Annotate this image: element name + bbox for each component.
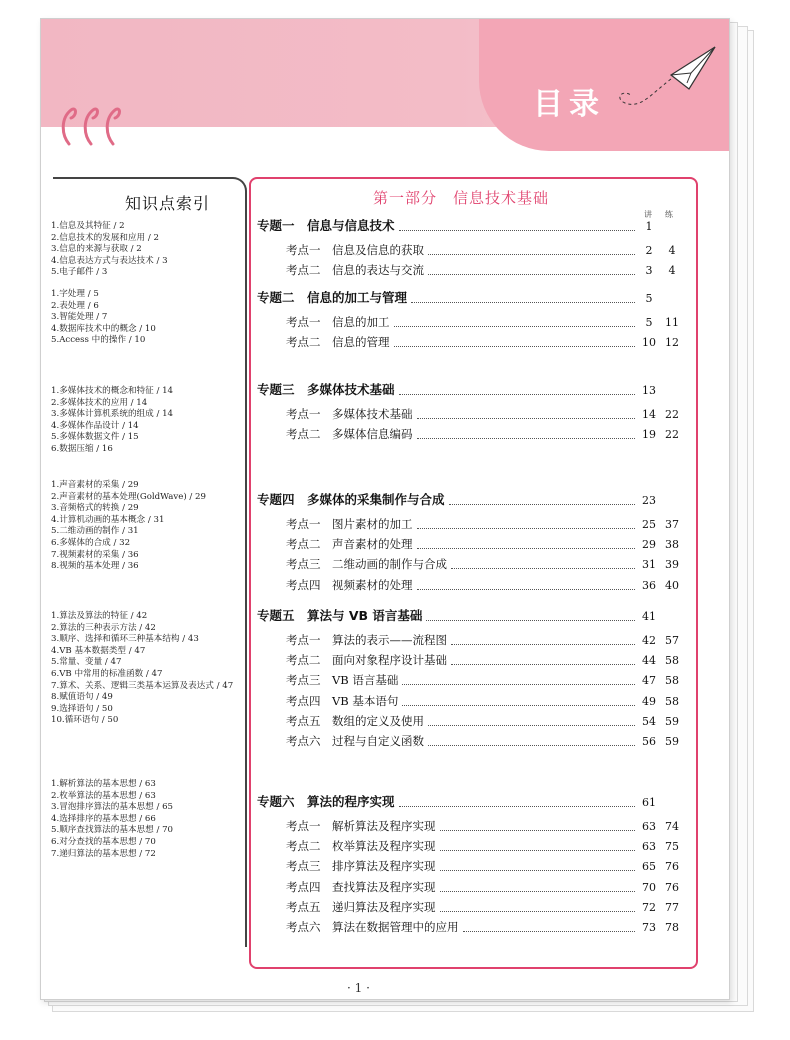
dot-leader (399, 394, 635, 395)
binder-ring-icon (103, 104, 123, 146)
dot-leader (399, 230, 635, 231)
lecture-page-number: 25 (642, 518, 656, 531)
index-item: 6.多媒体的合成 / 32 (51, 538, 131, 548)
dot-leader (440, 911, 636, 912)
lecture-page-number: 5 (645, 316, 653, 329)
dot-leader (417, 418, 636, 419)
part-title: 第一部分 信息技术基础 (373, 189, 550, 207)
index-item: 7.递归算法的基本思想 / 72 (51, 848, 156, 859)
toc-item[interactable] (286, 242, 639, 258)
toc-item-label: 考点三 二维动画的制作与合成 (286, 557, 447, 572)
index-item: 2.声音素材的基本处理(GoldWave) / 29 (51, 491, 206, 502)
dot-leader (417, 528, 636, 529)
practice-page-number: 57 (665, 634, 679, 647)
lecture-page-number: 54 (642, 714, 656, 728)
index-item: 2.表处理 / 6 (51, 300, 99, 311)
toc-topic[interactable] (257, 794, 639, 810)
index-item: 6.VB 中常用的标准函数 / 47 (51, 669, 163, 679)
lecture-page-number: 2 (645, 244, 653, 257)
toc-item[interactable] (286, 919, 639, 935)
index-item: 4.计算机动画的基本概念 / 31 (51, 514, 165, 525)
toc-topic-label: 专题六 算法的程序实现 (257, 794, 395, 809)
toc-item-label: 考点一 解析算法及程序实现 (286, 819, 436, 833)
toc-item-label: 考点三 排序算法及程序实现 (286, 859, 436, 874)
binder-ring-icon (81, 104, 101, 146)
index-title: 知识点索引 (125, 194, 211, 213)
dot-leader (399, 806, 635, 807)
dot-leader (463, 931, 636, 932)
toc-item[interactable] (286, 838, 639, 854)
index-item: 5.二维动画的制作 / 31 (51, 526, 139, 537)
lecture-page-number: 31 (642, 558, 656, 572)
index-item: 2.枚举算法的基本思想 / 63 (51, 790, 156, 801)
dot-leader (428, 745, 635, 746)
toc-item[interactable] (286, 713, 639, 729)
lecture-page-number: 41 (642, 610, 656, 623)
practice-page-number: 37 (665, 518, 679, 531)
toc-item-label: 考点四 VB 基本语句 (286, 693, 399, 708)
toc-topic[interactable] (257, 218, 639, 234)
toc-topic[interactable] (257, 382, 639, 398)
toc-item-label: 考点一 信息及信息的获取 (286, 243, 424, 257)
practice-page-number: 4 (668, 264, 676, 278)
dot-leader (440, 891, 636, 892)
toc-item-label: 考点二 多媒体信息编码 (286, 427, 413, 442)
practice-page-number: 58 (665, 694, 679, 708)
index-item: 5.多媒体数据文件 / 15 (51, 432, 139, 443)
practice-page-number: 38 (665, 538, 679, 552)
dot-leader (394, 346, 636, 347)
index-item: 5.Access 中的操作 / 10 (51, 335, 146, 346)
dot-leader (451, 664, 635, 665)
index-item: 1.字处理 / 5 (51, 289, 99, 299)
toc-item[interactable] (286, 733, 639, 749)
index-item: 8.视频的基本处理 / 36 (51, 561, 139, 572)
practice-page-number: 58 (665, 674, 679, 688)
toc-item[interactable] (286, 536, 639, 552)
practice-page-number: 12 (665, 336, 679, 350)
lecture-page-number: 1 (645, 220, 653, 233)
lecture-page-number: 49 (642, 694, 656, 708)
toc-item[interactable] (286, 693, 639, 709)
index-item: 10.循环语句 / 50 (51, 715, 119, 726)
lecture-page-number: 70 (642, 880, 656, 894)
dot-leader (440, 830, 636, 831)
dot-leader (428, 725, 635, 726)
toc-item-label: 考点三 VB 语言基础 (286, 673, 399, 688)
lecture-page-number: 65 (642, 860, 656, 874)
index-item: 2.信息技术的发展和应用 / 2 (51, 232, 159, 243)
lecture-page-number: 36 (642, 578, 656, 592)
practice-page-number: 39 (665, 558, 679, 572)
toc-item[interactable] (286, 899, 639, 915)
binder-ring-icon (59, 104, 79, 146)
toc-item-label: 考点六 过程与自定义函数 (286, 734, 424, 748)
dot-leader (402, 684, 635, 685)
toc-item[interactable] (286, 672, 639, 688)
toc-item[interactable] (286, 262, 639, 278)
practice-page-number: 22 (665, 428, 679, 442)
toc-item[interactable] (286, 516, 639, 532)
practice-page-number: 59 (665, 735, 679, 748)
index-item: 1.声音素材的采集 / 29 (51, 480, 139, 490)
toc-item-label: 考点一 多媒体技术基础 (286, 407, 413, 421)
index-item: 1.多媒体技术的概念和特征 / 14 (51, 386, 174, 396)
toc-item-label: 考点四 查找算法及程序实现 (286, 879, 436, 894)
index-item: 1.解析算法的基本思想 / 63 (51, 779, 156, 789)
index-item: 4.信息表达方式与表达技术 / 3 (51, 255, 168, 266)
lecture-page-number: 42 (642, 634, 656, 647)
lecture-page-number: 63 (642, 840, 656, 854)
lecture-page-number: 73 (642, 921, 656, 934)
lecture-page-number: 63 (642, 820, 656, 833)
dot-leader (449, 504, 635, 505)
practice-page-number: 78 (665, 921, 679, 934)
toc-item-label: 考点五 递归算法及程序实现 (286, 899, 436, 914)
practice-page-number: 11 (665, 316, 679, 329)
lecture-page-number: 5 (645, 292, 653, 305)
toc-item[interactable] (286, 632, 639, 648)
index-item: 6.数据压缩 / 16 (51, 444, 113, 454)
toc-item-label: 考点一 信息的加工 (286, 315, 390, 329)
toc-item-label: 考点六 算法在数据管理中的应用 (286, 920, 459, 934)
toc-item[interactable] (286, 577, 639, 593)
dot-leader (394, 326, 636, 327)
lecture-page-number: 14 (642, 408, 656, 421)
toc-topic-label: 专题四 多媒体的采集制作与合成 (257, 492, 445, 507)
dot-leader (451, 644, 635, 645)
toc-item-label: 考点二 信息的管理 (286, 335, 390, 350)
page-title: 目录 (533, 87, 605, 122)
dot-leader (402, 705, 635, 706)
paper-plane-icon (611, 39, 721, 129)
index-item: 2.算法的三种表示方法 / 42 (51, 622, 156, 633)
index-item: 3.顺序、选择和循环三种基本结构 / 43 (51, 634, 199, 645)
lecture-page-number: 47 (642, 674, 656, 688)
index-item: 9.选择语句 / 50 (51, 703, 113, 714)
index-item: 2.多媒体技术的应用 / 14 (51, 397, 148, 408)
index-item: 5.常量、变量 / 47 (51, 657, 122, 668)
lecture-page-number: 23 (642, 494, 656, 507)
index-item: 6.对分查找的基本思想 / 70 (51, 837, 156, 847)
lecture-page-number: 13 (642, 384, 656, 397)
dot-leader (417, 589, 636, 590)
practice-page-number: 4 (668, 244, 676, 257)
practice-page-number: 40 (665, 578, 679, 592)
index-item: 4.数据库技术中的概念 / 10 (51, 323, 156, 334)
dot-leader (411, 302, 635, 303)
index-item: 4.VB 基本数据类型 / 47 (51, 645, 146, 656)
index-item: 8.赋值语句 / 49 (51, 692, 113, 703)
practice-page-number: 77 (665, 900, 679, 914)
index-item: 4.选择排序的基本思想 / 66 (51, 813, 156, 824)
lecture-page-number: 29 (642, 538, 656, 552)
lecture-page-number: 10 (642, 336, 656, 350)
practice-page-number: 74 (665, 820, 679, 833)
toc-item-label: 考点五 数组的定义及使用 (286, 713, 424, 728)
toc-item[interactable] (286, 426, 639, 442)
dot-leader (428, 274, 635, 275)
dot-leader (426, 620, 635, 621)
toc-topic-label: 专题二 信息的加工与管理 (257, 290, 408, 305)
column-header-jiang: 讲 (644, 210, 652, 219)
page-number: · 1 · (347, 981, 370, 995)
index-item: 1.算法及算法的特征 / 42 (51, 611, 148, 621)
toc-topic-label: 专题三 多媒体技术基础 (257, 382, 395, 397)
lecture-page-number: 44 (642, 654, 656, 668)
practice-page-number: 59 (665, 714, 679, 728)
toc-item-label: 考点二 枚举算法及程序实现 (286, 839, 436, 854)
practice-page-number: 22 (665, 408, 679, 421)
practice-page-number: 76 (665, 860, 679, 874)
toc-item-label: 考点二 面向对象程序设计基础 (286, 653, 447, 668)
index-item: 5.顺序查找算法的基本思想 / 70 (51, 825, 174, 836)
dot-leader (440, 870, 636, 871)
column-header-lian: 练 (665, 210, 673, 219)
toc-topic[interactable] (257, 608, 639, 624)
index-item: 7.算术、关系、逻辑三类基本运算及表达式 / 47 (51, 680, 234, 691)
toc-item[interactable] (286, 818, 639, 834)
dot-leader (417, 548, 636, 549)
index-item: 1.信息及其特征 / 2 (51, 221, 125, 231)
toc-topic[interactable] (257, 290, 639, 306)
lecture-page-number: 72 (642, 900, 656, 914)
toc-item-label: 考点二 信息的表达与交流 (286, 263, 424, 278)
dot-leader (417, 438, 636, 439)
index-item: 5.电子邮件 / 3 (51, 267, 108, 278)
toc-item[interactable] (286, 556, 639, 572)
dot-leader (440, 850, 636, 851)
lecture-page-number: 56 (642, 735, 656, 748)
toc-item[interactable] (286, 334, 639, 350)
toc-item[interactable] (286, 652, 639, 668)
toc-topic[interactable] (257, 492, 639, 508)
contents-page (40, 18, 730, 1000)
toc-item-label: 考点二 声音素材的处理 (286, 537, 413, 552)
toc-item-label: 考点四 视频素材的处理 (286, 577, 413, 592)
dot-leader (451, 568, 635, 569)
toc-item-label: 考点一 图片素材的加工 (286, 517, 413, 531)
practice-page-number: 58 (665, 654, 679, 668)
lecture-page-number: 19 (642, 428, 656, 442)
toc-item[interactable] (286, 314, 639, 330)
practice-page-number: 76 (665, 880, 679, 894)
index-item: 3.多媒体计算机系统的组成 / 14 (51, 409, 174, 420)
index-item: 3.音频格式的转换 / 29 (51, 503, 139, 514)
toc-topic-label: 专题一 信息与信息技术 (257, 218, 395, 233)
index-item: 3.智能处理 / 7 (51, 312, 108, 323)
toc-item[interactable] (286, 879, 639, 895)
toc-item[interactable] (286, 858, 639, 874)
practice-page-number: 75 (665, 840, 679, 854)
toc-item[interactable] (286, 406, 639, 422)
toc-item-label: 考点一 算法的表示——流程图 (286, 633, 447, 647)
index-item: 3.冒泡排序算法的基本思想 / 65 (51, 802, 174, 813)
dot-leader (428, 254, 635, 255)
toc-topic-label: 专题五 算法与 VB 语言基础 (257, 608, 423, 623)
lecture-page-number: 3 (645, 264, 653, 278)
index-item: 3.信息的来源与获取 / 2 (51, 244, 142, 255)
index-item: 4.多媒体作品设计 / 14 (51, 420, 139, 431)
lecture-page-number: 61 (642, 796, 656, 809)
index-item: 7.视频素材的采集 / 36 (51, 549, 139, 560)
